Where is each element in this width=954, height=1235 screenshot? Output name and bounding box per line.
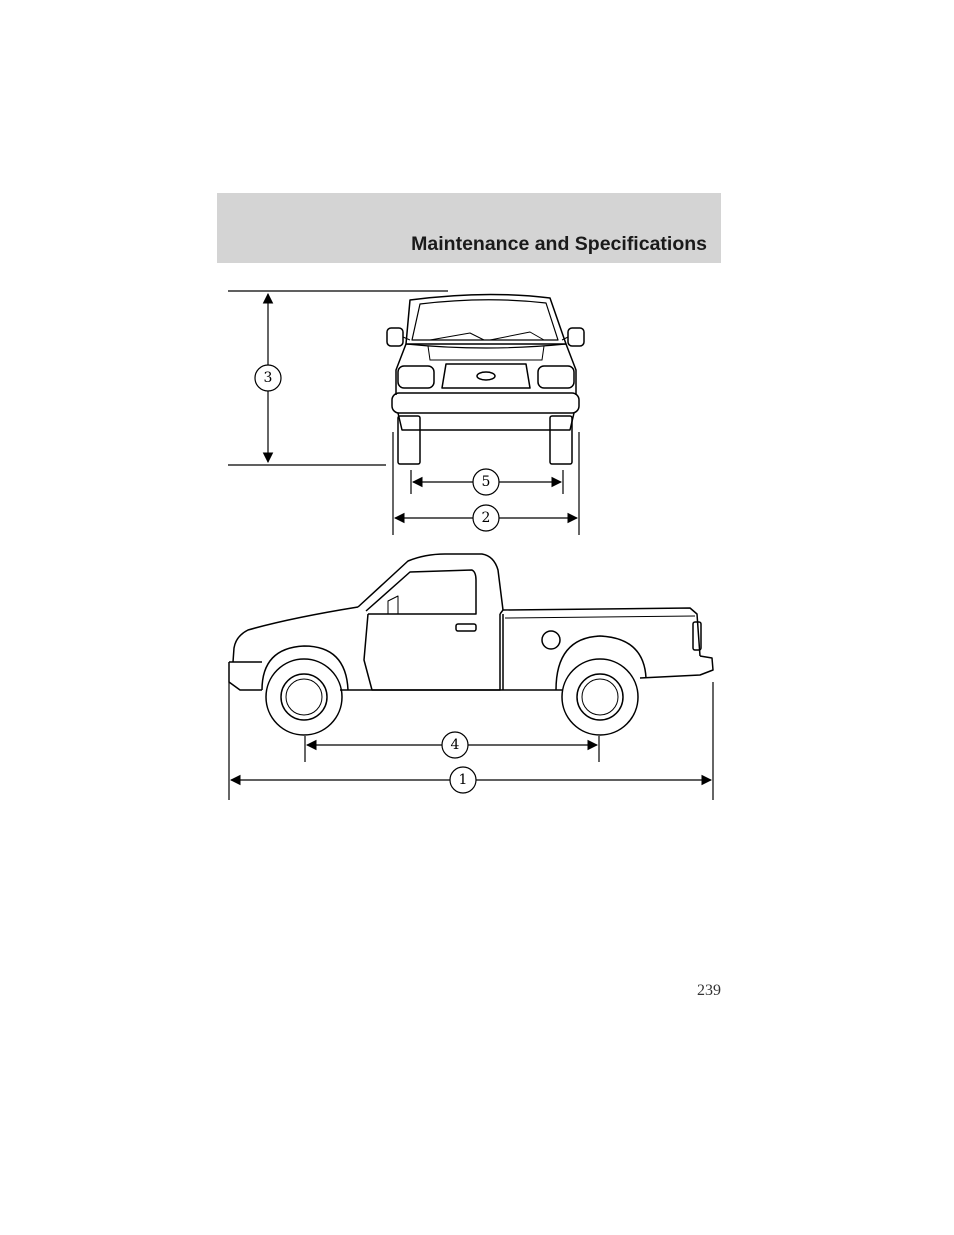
page-number: 239 bbox=[697, 982, 721, 999]
callout-1-label: 1 bbox=[458, 772, 468, 788]
truck-side-view bbox=[229, 554, 713, 735]
callout-5 bbox=[473, 469, 499, 495]
section-title: Maintenance and Specifications bbox=[411, 233, 707, 255]
callout-4-label: 4 bbox=[450, 737, 460, 753]
truck-front-view bbox=[387, 294, 584, 464]
callout-1 bbox=[450, 767, 476, 793]
callout-4 bbox=[442, 732, 468, 758]
callout-2 bbox=[473, 505, 499, 531]
callout-5-label: 5 bbox=[481, 474, 491, 490]
callout-3 bbox=[255, 365, 281, 391]
callout-3-label: 3 bbox=[263, 370, 273, 386]
callout-2-label: 2 bbox=[481, 510, 491, 526]
